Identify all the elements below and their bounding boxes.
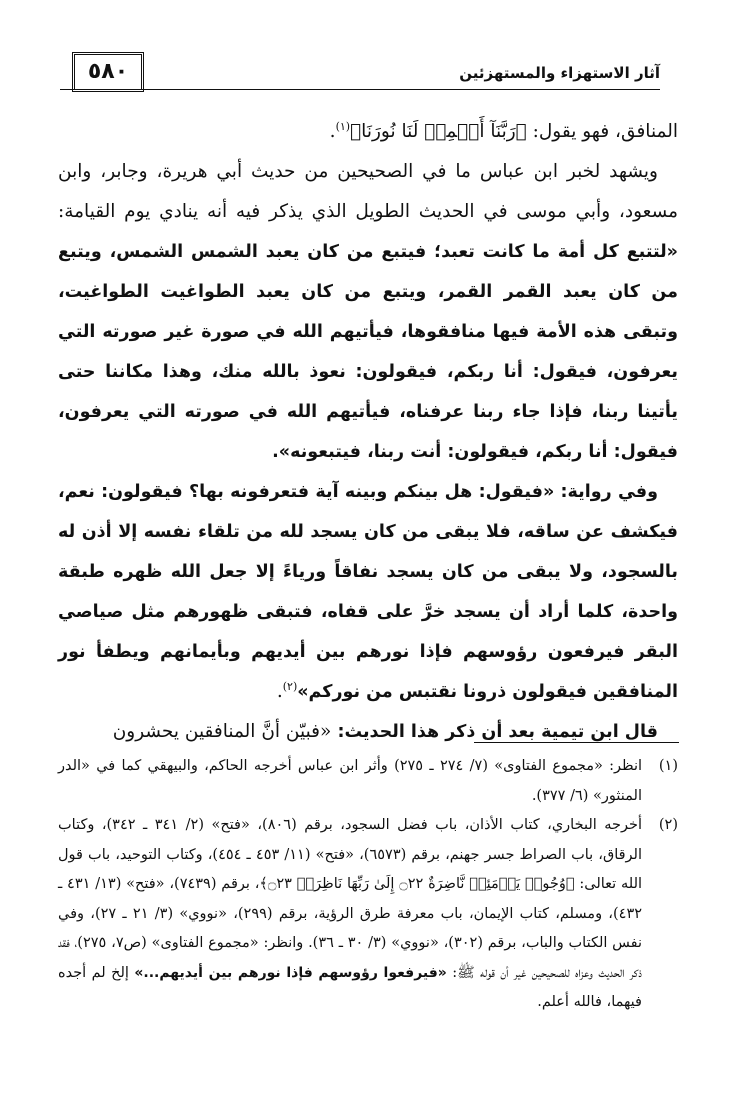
paragraph-4 <box>58 712 678 752</box>
hadith-quote-2: «فيقول: هل بينكم وبينه آية فتعرفونه بها؟ فيقولون: نعم، فيكشف عن ساقه، فلا يبقى من كان يسجد لله من تلقاء نفسه إلا أذن له بالسجود، ولا يبقى من كان يسجد نفاقاً ورياءً إلا جعل الله ظهره طبقة واحدة، كلما أراد أن يسجد خرَّ على قفاه، فتبقى ظهورهم مثل صياصي البقر فيرفعون رؤوسهم فإذا نورهم بين أيديهم وبأيمانهم ويطفأ نور المنافقين فيقولون ذرونا نقتبس من نوركم» <box>58 482 678 702</box>
header-title: آثار الاستهزاء والمستهزئين <box>459 64 660 82</box>
paragraph-3-intro: وفي رواية: <box>554 482 659 502</box>
hadith-quote-1: «لتتبع كل أمة ما كانت تعبد؛ فيتبع من كان يعبد الشمس الشمس، ويتبع من كان يعبد القمر القمر، ويتبع من كان يعبد الطواغيت الطواغيت، وتبقى هذه الأمة فيها منافقوها، فيأتيهم الله في صورة غير صورته التي يعرفون، فيقول: أنا ربكم، فيقولون: نعوذ بالله منك، وهذا مكاننا حتى يأتينا ربنا، فإذا جاء ربنا عرفناه، فيأتيهم الله في صورته التي يعرفون، فيقول: أنا ربكم، فيقولون: أنت ربنا، فيتبعونه». <box>58 242 678 462</box>
paragraph-3 <box>58 472 678 712</box>
footnote-2-bold-quote: «فيرفعوا رؤوسهم فإذا نورهم بين أيديهم...» <box>134 964 447 981</box>
header-rule <box>60 89 660 90</box>
paragraph-1-end: . <box>329 121 336 142</box>
paragraph-2-intro: ويشهد لخبر ابن عباس ما في الصحيحين من حديث أبي هريرة، وجابر، وابن مسعود، وأبي موسى في الحديث الطويل الذي يذكر فيه أنه ينادي يوم القيامة: <box>58 161 678 222</box>
paragraph-4-bold: قال ابن تيمية بعد أن ذكر هذا الحديث: <box>331 722 658 742</box>
footnote-ref-2: (٢) <box>282 679 298 693</box>
footnote-2-text: أخرجه البخاري، كتاب الأذان، باب فضل السجود، برقم (٨٠٦)، «فتح» (٢/ ٣٤١ ـ ٣٤٢)، وكتاب الرقاق، باب الصراط جسر جهنم، برقم (٦٥٧٣)، «فتح» (١١/ ٤٥٣ ـ ٤٥٤)، وكتاب التوحيد، باب قول الله تعالى: ﴿وُجُوهٞ يَوۡمَئِذٖ نَّاضِرَةٌ ۝٢٢ إِلَىٰ رَبِّهَا نَاظِرَةٞ ۝٢٣﴾، برقم (٧٤٣٩)، «فتح» (١٣/ ٤٣١ ـ ٤٣٢)، ومسلم، كتاب الإيمان، باب معرفة طرق الرؤية، برقم (٢٩٩)، «نووي» (٣/ ٢١ ـ ٢٧)، وفي نفس الكتاب والباب، برقم (٣٠٢)، «نووي» (٣/ ٣٠ ـ ٣٦). وانظر: «مجموع الفتاوى» (ص٧، ٢٧٥)، فقد ذكر الحديث وعزاه للصحيحين غير أن قوله ﷺ: <box>58 817 643 981</box>
footnote-1-text: انظر: «مجموع الفتاوى» (٧/ ٢٧٤ ـ ٢٧٥) وأثر ابن عباس أخرجه الحاكم، والبيهقي كما في «الدر المنثور» (٦/ ٣٧٧). <box>58 758 643 804</box>
paragraph-1-text: المنافق، فهو يقول: ﴿رَبَّنَآ أَتۡمِمۡ لَنَا نُورَنَا﴾ <box>350 121 678 142</box>
page-number: ٥٨٠ <box>72 52 144 92</box>
footnote-1 <box>58 752 678 811</box>
paragraph-2 <box>58 152 678 472</box>
footnote-2-number: (٢) <box>658 817 678 833</box>
footnote-1-number: (١) <box>658 758 678 774</box>
running-header <box>60 52 660 100</box>
footnotes <box>58 752 678 1018</box>
paragraph-4-text: «فبيّن أنَّ المنافقين يحشرون <box>112 721 332 742</box>
footnote-2-end: إلخ لم أجده فيهما، فالله أعلم. <box>58 964 642 1010</box>
paragraph-3-end: . <box>276 681 283 702</box>
main-text <box>58 112 678 752</box>
footnote-2-body <box>58 811 642 1018</box>
footnote-ref-1: (١) <box>335 119 351 133</box>
footnote-separator <box>474 742 679 743</box>
footnote-2 <box>58 811 678 1018</box>
paragraph-1 <box>58 112 678 152</box>
